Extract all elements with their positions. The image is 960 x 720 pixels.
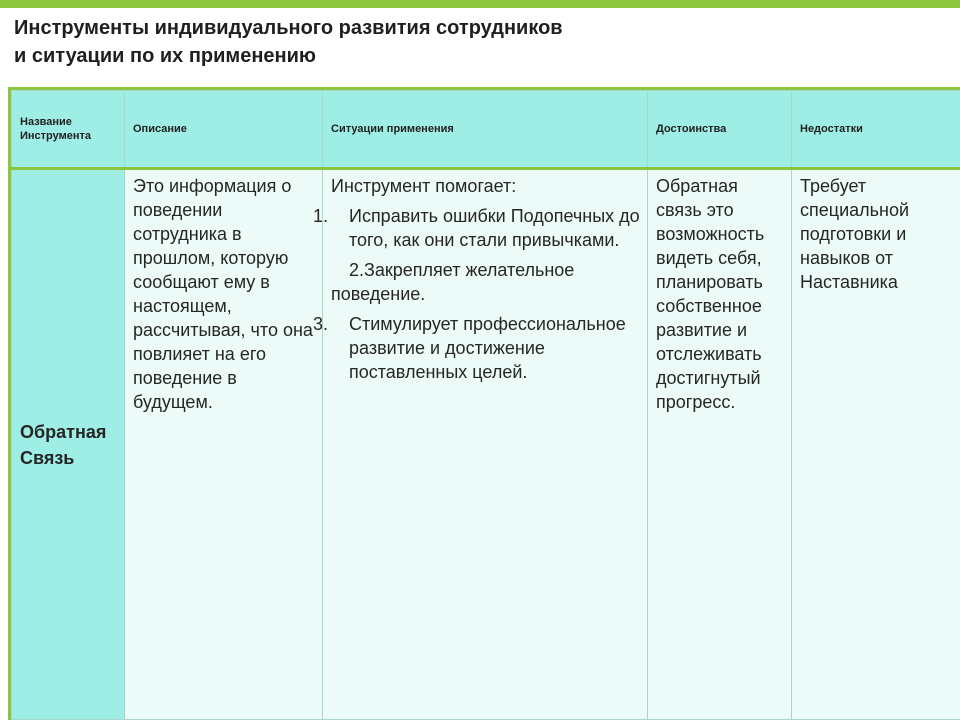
disadvantages-text: Требует специальной подготовки и навыков от Наставника — [800, 176, 910, 292]
tool-name: Обратная Связь — [20, 421, 107, 468]
header-disadvantages: Недостатки — [792, 91, 960, 169]
table-header-row — [12, 91, 960, 169]
header-advantages: Достоинства — [648, 91, 792, 169]
slide-title-line-1: Инструменты индивидуального развития сотрудников — [14, 17, 563, 39]
description-cell — [125, 169, 323, 720]
table-row — [12, 169, 960, 720]
list-item: 2.Закрепляет желательное поведение. — [331, 260, 575, 304]
tools-table — [11, 90, 960, 720]
header-situations: Ситуации применения — [323, 91, 648, 169]
situations-intro: Инструмент помогает: — [331, 176, 517, 196]
top-accent-bar — [0, 0, 960, 8]
list-item: 3. Стимулирует профессиональное развитие и достижение поставленных целей. — [313, 314, 626, 382]
advantages-text: Обратная связь это возможность видеть себя, планировать собственное развитие и отслеживать достигнутый прогресс. — [656, 176, 765, 412]
advantages-cell — [648, 169, 792, 720]
list-item: 1. Исправить ошибки Подопечных до того, как они стали привычками. — [313, 206, 640, 250]
disadvantages-cell — [792, 169, 960, 720]
tools-table-container — [8, 87, 960, 720]
tool-name-cell — [12, 169, 125, 720]
description-text: Это информация о поведении сотрудника в прошлом, которую сообщают ему в настоящем, рассчитывая, что она повлияет на его поведение в будущем. — [133, 176, 313, 412]
slide-title — [14, 14, 944, 70]
header-description: Описание — [125, 91, 323, 169]
situations-cell — [313, 169, 648, 720]
header-tool-name: Название Инструмента — [12, 91, 125, 169]
slide-title-line-2: и ситуации по их применению — [14, 45, 316, 67]
situations-list — [313, 204, 641, 384]
